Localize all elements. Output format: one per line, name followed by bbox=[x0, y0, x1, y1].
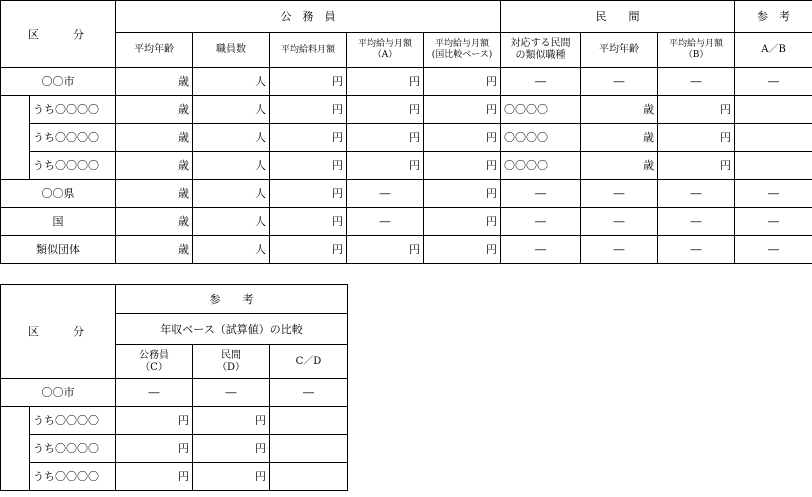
cell: 歳 bbox=[116, 124, 193, 152]
subheader-avg-base-salary: 平均給料月額 bbox=[270, 33, 347, 68]
cell: 歳 bbox=[116, 152, 193, 180]
indent-spacer bbox=[1, 96, 30, 124]
subheader-avg-salary-b: 平均給与月額 （B） bbox=[658, 33, 735, 68]
cell: ― bbox=[347, 180, 424, 208]
cell bbox=[270, 435, 348, 463]
row-label: うち〇〇〇〇 bbox=[30, 407, 116, 435]
cell: 円 bbox=[270, 124, 347, 152]
table-row bbox=[1, 435, 348, 463]
cell: ― bbox=[735, 236, 812, 264]
cell: ― bbox=[735, 180, 812, 208]
cell: 円 bbox=[347, 68, 424, 96]
indent-spacer bbox=[1, 407, 30, 435]
cell: 歳 bbox=[581, 152, 658, 180]
cell: 円 bbox=[270, 68, 347, 96]
subheader-private-avg-age: 平均年齢 bbox=[581, 33, 658, 68]
cell: 円 bbox=[347, 96, 424, 124]
cell: 歳 bbox=[116, 208, 193, 236]
header-koumuin: 公 務 員 bbox=[116, 1, 501, 33]
header-sankou: 参 考 bbox=[116, 285, 348, 314]
cell: 円 bbox=[424, 180, 501, 208]
table-row bbox=[1, 68, 812, 96]
cell: 〇〇〇〇 bbox=[501, 96, 581, 124]
cell bbox=[735, 96, 812, 124]
cell: 円 bbox=[347, 124, 424, 152]
cell: 人 bbox=[193, 96, 270, 124]
row-label: 〇〇市 bbox=[1, 68, 116, 96]
cell: 円 bbox=[270, 208, 347, 236]
table-row bbox=[1, 379, 348, 407]
subheader-ratio-cd: C／D bbox=[270, 345, 348, 379]
indent-spacer bbox=[1, 124, 30, 152]
table-row bbox=[1, 96, 812, 124]
indent-spacer bbox=[1, 435, 30, 463]
cell: 歳 bbox=[116, 68, 193, 96]
cell: 円 bbox=[270, 236, 347, 264]
cell bbox=[270, 407, 348, 435]
cell: ― bbox=[501, 68, 581, 96]
cell: 円 bbox=[193, 463, 270, 491]
cell: 円 bbox=[658, 152, 735, 180]
cell: 円 bbox=[193, 407, 270, 435]
cell: 円 bbox=[116, 407, 193, 435]
cell: ― bbox=[581, 68, 658, 96]
cell: ― bbox=[501, 208, 581, 236]
subheader-avg-age: 平均年齢 bbox=[116, 33, 193, 68]
table-row bbox=[1, 463, 348, 491]
cell: ― bbox=[735, 208, 812, 236]
cell: 人 bbox=[193, 180, 270, 208]
subheader-ratio-ab: A／B bbox=[735, 33, 812, 68]
cell: 人 bbox=[193, 152, 270, 180]
table-row bbox=[1, 236, 812, 264]
cell: 人 bbox=[193, 68, 270, 96]
cell: 〇〇〇〇 bbox=[501, 152, 581, 180]
cell: 円 bbox=[658, 124, 735, 152]
cell: 人 bbox=[193, 236, 270, 264]
cell: 円 bbox=[347, 152, 424, 180]
cell: ― bbox=[501, 180, 581, 208]
annual-income-comparison-table bbox=[0, 284, 348, 491]
table-row bbox=[1, 208, 812, 236]
row-label: 類似団体 bbox=[1, 236, 116, 264]
cell bbox=[735, 152, 812, 180]
cell: 円 bbox=[424, 124, 501, 152]
row-label: うち〇〇〇〇 bbox=[30, 96, 116, 124]
cell: 円 bbox=[193, 435, 270, 463]
cell: 円 bbox=[347, 236, 424, 264]
cell: 円 bbox=[424, 236, 501, 264]
header-minkan: 民 間 bbox=[501, 1, 735, 33]
indent-spacer bbox=[1, 463, 30, 491]
table-row bbox=[1, 152, 812, 180]
cell: ― bbox=[581, 208, 658, 236]
cell: 歳 bbox=[581, 124, 658, 152]
cell: 円 bbox=[424, 68, 501, 96]
cell: 円 bbox=[116, 463, 193, 491]
subheader-private-occupation: 対応する民間 の類似職種 bbox=[501, 33, 581, 68]
cell: 円 bbox=[424, 96, 501, 124]
subheader-private-d: 民間 （D） bbox=[193, 345, 270, 379]
header-annual-income: 年収ベース（試算値）の比較 bbox=[116, 314, 348, 345]
row-label: 〇〇県 bbox=[1, 180, 116, 208]
row-label: うち〇〇〇〇 bbox=[30, 463, 116, 491]
table-row bbox=[1, 407, 348, 435]
cell: ― bbox=[347, 208, 424, 236]
cell bbox=[735, 124, 812, 152]
row-label: 〇〇市 bbox=[1, 379, 116, 407]
cell: 歳 bbox=[116, 180, 193, 208]
cell: 歳 bbox=[116, 96, 193, 124]
row-label: 国 bbox=[1, 208, 116, 236]
cell: 円 bbox=[424, 152, 501, 180]
row-label: うち〇〇〇〇 bbox=[30, 152, 116, 180]
header-kubun: 区 分 bbox=[1, 1, 116, 68]
cell: 円 bbox=[658, 96, 735, 124]
subheader-avg-salary-a: 平均給与月額 （A） bbox=[347, 33, 424, 68]
cell: 歳 bbox=[116, 236, 193, 264]
cell: ― bbox=[658, 68, 735, 96]
subheader-staff-count: 職員数 bbox=[193, 33, 270, 68]
cell: 人 bbox=[193, 124, 270, 152]
row-label: うち〇〇〇〇 bbox=[30, 124, 116, 152]
cell: 円 bbox=[270, 96, 347, 124]
cell: ― bbox=[581, 180, 658, 208]
cell: ― bbox=[581, 236, 658, 264]
cell: ― bbox=[658, 236, 735, 264]
cell: 〇〇〇〇 bbox=[501, 124, 581, 152]
cell: ― bbox=[658, 208, 735, 236]
cell: ― bbox=[735, 68, 812, 96]
cell: ― bbox=[116, 379, 193, 407]
header-sankou: 参 考 bbox=[735, 1, 812, 33]
cell: 円 bbox=[270, 152, 347, 180]
cell: ― bbox=[501, 236, 581, 264]
table-row bbox=[1, 180, 812, 208]
indent-spacer bbox=[1, 152, 30, 180]
cell: ― bbox=[658, 180, 735, 208]
cell: 人 bbox=[193, 208, 270, 236]
cell bbox=[270, 463, 348, 491]
cell: ― bbox=[193, 379, 270, 407]
cell: 円 bbox=[116, 435, 193, 463]
cell: 歳 bbox=[581, 96, 658, 124]
table-row bbox=[1, 124, 812, 152]
cell: 円 bbox=[270, 180, 347, 208]
header-kubun: 区 分 bbox=[1, 285, 116, 379]
row-label: うち〇〇〇〇 bbox=[30, 435, 116, 463]
subheader-public-c: 公務員 （C） bbox=[116, 345, 193, 379]
cell: ― bbox=[270, 379, 348, 407]
subheader-avg-salary-national: 平均給与月額 (国比較ベース) bbox=[424, 33, 501, 68]
cell: 円 bbox=[424, 208, 501, 236]
